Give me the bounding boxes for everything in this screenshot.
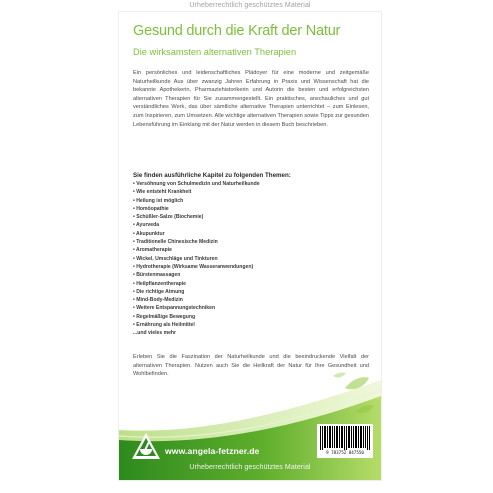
topic-item: ...und vieles mehr: [133, 330, 177, 337]
topic-item: • Die richtige Atmung: [133, 288, 185, 295]
topic-item: • Mind-Body-Medizin: [133, 297, 183, 304]
topic-item: • Regelmäßige Bewegung: [133, 313, 196, 320]
copyright-watermark-top: Urheberrechtlich geschütztes Material: [189, 2, 311, 9]
topics-section: [133, 172, 369, 338]
topics-heading: Sie finden ausführliche Kapitel zu folgenden Themen:: [133, 172, 291, 179]
topic-item: • Aromatherapie: [133, 247, 172, 254]
intro-paragraph: Ein persönliches und leidenschaftliches Plädoyer für eine moderne und zeitgemäße Naturheilkunde Aus über zwanzig Jahren Erfahrung in Praxis und Wissenschaft hat die bekannte Apothekerin, Pharmaziehistorikerin und Autorin die besten und erfolgreichsten alternativen Therapien für Sie zusammengestellt. Ein praktisches, anschauliches und gut verständliches Werk, das über sämtliche alternative Therapien unterrichtet – zum Einlesen, zum Inspirieren, zum Umsetzen. Alle wichtige alternativen Therapien sowie Tipps zur gesunden Lebensführung im Einklang mit der Natur werden in diesem Buch beschrieben.: [133, 70, 369, 128]
topic-item: • Hydrotherapie (Wirksame Wasseranwendungen): [133, 263, 254, 270]
topic-item: • Akupunktur: [133, 230, 165, 237]
website-link[interactable]: www.angela-fetzner.de: [165, 446, 260, 456]
topic-item: • Traditionelle Chinesische Medizin: [133, 239, 218, 246]
topic-item: • Ayurveda: [133, 222, 160, 229]
topic-item: • Wie entsteht Krankheit: [133, 189, 192, 196]
leaf-icon: [333, 372, 346, 377]
topic-item: • Versöhnung von Schulmedizin und Naturheilkunde: [133, 181, 260, 187]
topic-item: • Bürstenmassagen: [133, 272, 181, 279]
isbn-number: 9 783752 847550: [326, 450, 364, 455]
topic-item: • Heilpflanzentherapie: [133, 280, 187, 287]
topic-item: • Wickel, Umschläge und Tinkturen: [133, 255, 218, 262]
topic-item: • Heilung ist möglich: [133, 197, 184, 204]
topic-item: • Ernährung als Heilmittel: [133, 322, 195, 329]
copyright-watermark-bottom: Urheberrechtlich geschütztes Material: [189, 464, 311, 471]
book-back-cover: [119, 2, 381, 480]
isbn-barcode: [317, 424, 373, 458]
topic-item: • Homöopathie: [133, 205, 169, 212]
book-title: Gesund durch die Kraft der Natur: [133, 23, 341, 39]
barcode-icon: [320, 426, 370, 450]
book-subtitle: Die wirksamsten alternativen Therapien: [133, 47, 297, 57]
topic-item: • Schüßler-Salze (Biochemie): [133, 214, 204, 221]
mortar-logo-icon: [131, 432, 161, 460]
topic-list: [133, 180, 369, 338]
outro-paragraph: Erleben Sie die Faszination der Naturheilkunde und die beeindruckende Vielfalt der alternativen Therapien. Nutzen auch Sie die Heilkraft der Natur für Ihre Gesundheit und Wohlbefinden.: [133, 354, 369, 378]
topic-item: • Weitere Entspannungstechniken: [133, 305, 216, 312]
